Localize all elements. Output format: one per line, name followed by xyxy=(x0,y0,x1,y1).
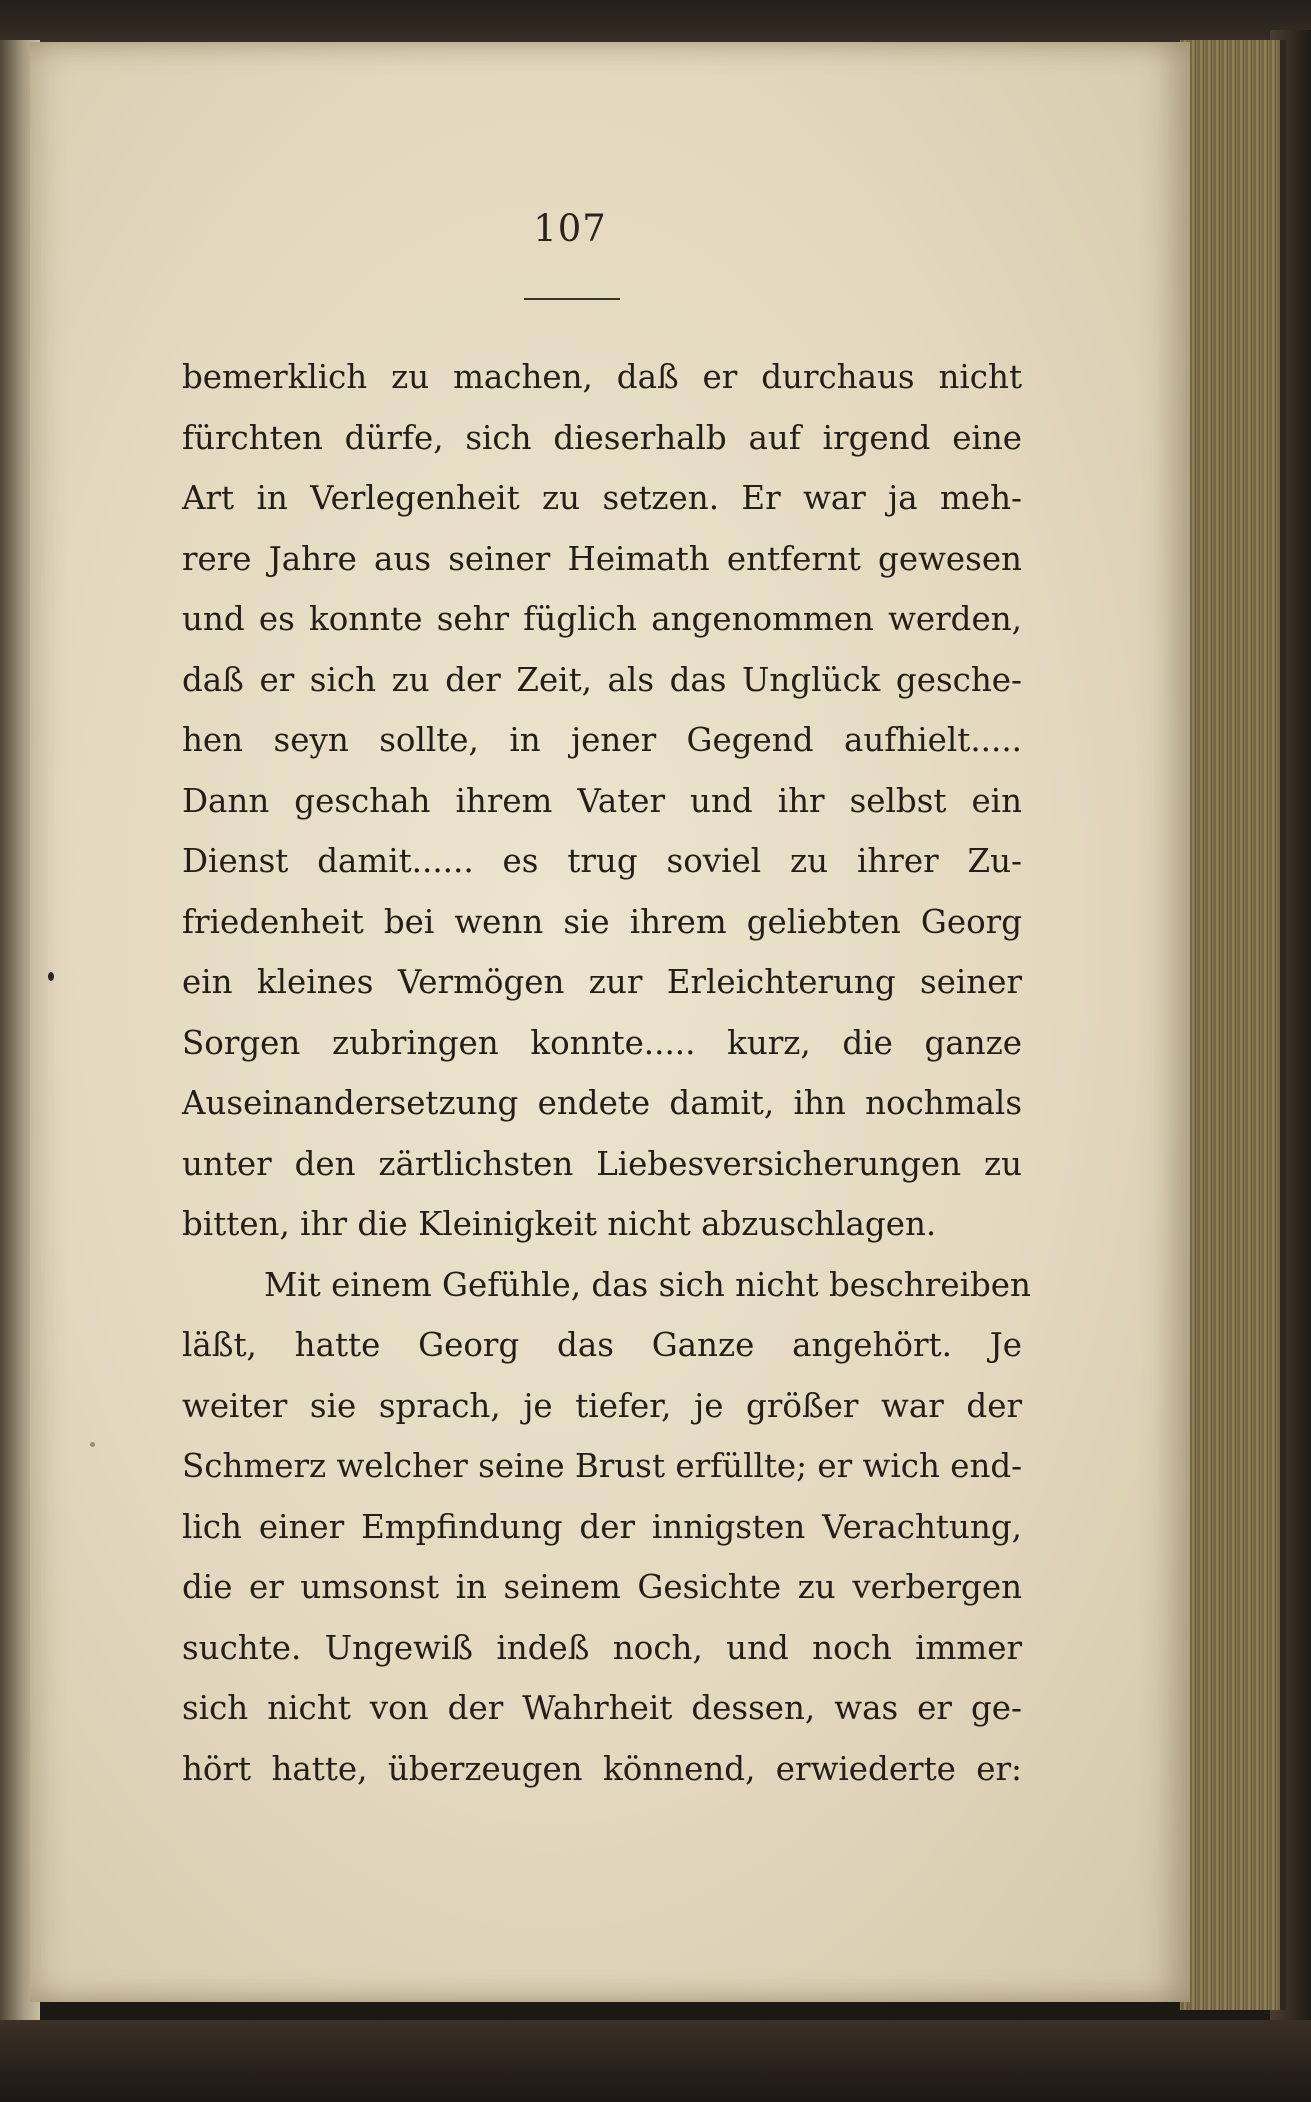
text-line: suchte. Ungewiß indeß noch, und noch immer xyxy=(182,1628,1022,1667)
book-cover-bottom-edge xyxy=(0,2020,1311,2102)
text-line: hört hatte, überzeugen könnend, erwiederte er: xyxy=(182,1749,1022,1788)
text-line: lich einer Empfindung der innigsten Verachtung, xyxy=(182,1507,1022,1546)
text-line: Sorgen zubringen konnte..... kurz, die ganze xyxy=(182,1023,1022,1062)
text-line: fürchten dürfe, sich dieserhalb auf irgend eine xyxy=(182,418,1022,457)
text-line: weiter sie sprach, je tiefer, je größer war der xyxy=(182,1386,1022,1425)
text-line: Dann geschah ihrem Vater und ihr selbst ein xyxy=(182,781,1022,820)
book-page xyxy=(30,42,1190,2002)
text-line: friedenheit bei wenn sie ihrem geliebten Georg xyxy=(182,902,1022,941)
text-line: Schmerz welcher seine Brust erfüllte; er wich end- xyxy=(182,1447,1023,1485)
text-line: Mit einem Gefühle, das sich nicht beschreiben xyxy=(264,1265,1031,1304)
paragraph-2 xyxy=(182,1255,1031,1800)
body-text xyxy=(182,347,1031,1799)
text-line: Dienst damit...... es trug soviel zu ihrer Zu- xyxy=(182,842,1022,880)
text-line: die er umsonst in seinem Gesichte zu verbergen xyxy=(182,1568,1022,1606)
page-number-rule xyxy=(524,298,620,300)
paper-speck xyxy=(48,972,54,981)
text-line: rere Jahre aus seiner Heimath entfernt gewesen xyxy=(182,539,1022,578)
text-line: sich nicht von der Wahrheit dessen, was er ge- xyxy=(182,1689,1022,1727)
text-line: läßt, hatte Georg das Ganze angehört. Je xyxy=(182,1326,1022,1364)
page-number: 107 xyxy=(533,207,607,250)
text-line: unter den zärtlichsten Liebesversicherungen zu xyxy=(182,1144,1022,1183)
text-line: Auseinandersetzung endete damit, ihn nochmals xyxy=(182,1084,1022,1122)
text-line: bemerklich zu machen, daß er durchaus nicht xyxy=(182,358,1022,396)
paper-speck xyxy=(90,1442,95,1447)
text-line: daß er sich zu der Zeit, als das Unglück gesche- xyxy=(182,660,1022,699)
page-stack-fore-edge xyxy=(1180,40,1286,2010)
text-line: hen seyn sollte, in jener Gegend aufhielt..... xyxy=(182,721,1022,759)
text-line: ein kleines Vermögen zur Erleichterung seiner xyxy=(182,963,1022,1001)
text-line: und es konnte sehr füglich angenommen werden, xyxy=(182,600,1022,638)
paragraph-1 xyxy=(182,347,1022,1255)
text-line: Art in Verlegenheit zu setzen. Er war ja meh- xyxy=(182,479,1022,517)
text-line: bitten, ihr die Kleinigkeit nicht abzuschlagen. xyxy=(182,1205,937,1243)
